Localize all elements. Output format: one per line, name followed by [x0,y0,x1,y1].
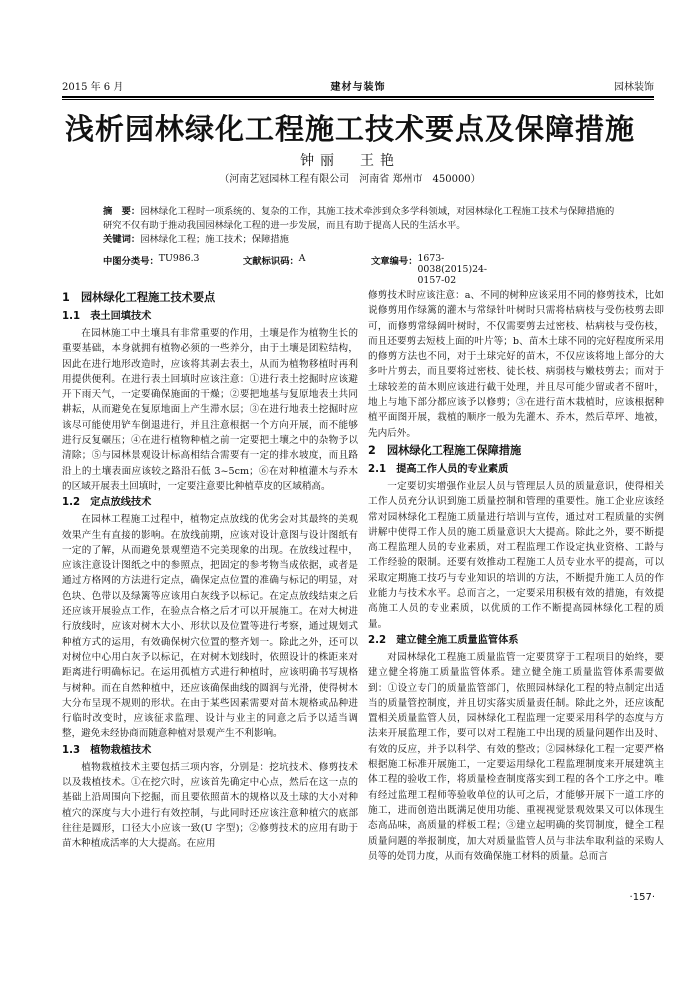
section-heading-1: 1 园林绿化工程施工技术要点 [62,291,216,304]
subsection-heading-1-2: 1.2 定点放线技术 [62,497,152,509]
article-number [371,253,488,286]
paragraph-1-1: 在园林施工中土壤具有非常重要的作用，土壤是作为植物生长的重要基础，本身就拥有植物必须的一些养分，由于土壤是团粒结构，因此在进行地形改造时，应该将其剥去表土，从而为植物移植时再利用提供便利。在进行表土回填时应该注意：①进行表土挖掘时应该避开下雨天气，一定要确保施面的干燥；②要把地基与复原地表土共同耕耘，从而避免在复原地面上产生滞水层；③在进行地表土挖掘时应该尽可能使用铲车倒退进行，并且注意根据一个方向开展，而不能够进行反复碾压；④在进行植物种植之前一定要把土壤之中的杂物予以清除；⑤与园林景观设计标高相结合需要有一定的排水坡度，而且路沿上的土壤表面应该较之路沿石低 3~5cm；⑥在对种植灌木与乔木的区域开展表土回填时，一定要注意要比种植草皮的区域稍高。 [62,328,358,492]
affiliation: （河南艺冠园林工程有限公司 河南省 郑州市 450000） [219,174,481,185]
article-number-label: 文章编号： [371,256,418,267]
abstract-text: 园林绿化工程时一项系统的、复杂的工作，其施工技术牵涉到众多学科领域，对园林绿化工程施工技术与保障措施的研究不仅有助于推动我国园林绿化工程的进一步发展，而且有助于提高人民的生活水平。 [103,206,615,231]
article-number-value: 1673-0038(2015)24-0157-02 [417,253,488,286]
right-column [368,288,664,864]
subsection-heading-2-2: 2.2 建立健全施工质量监管体系 [368,634,519,646]
keywords-text: 园林绿化工程；施工技术；保障措施 [140,234,289,245]
keywords-label: 关键词： [103,234,141,245]
abstract-label: 摘 要： [103,206,141,217]
paragraph-1-2: 在园林工程施工过程中，植物定点放线的优劣会对其最终的美观效果产生有直接的影响。在放线前期，应该对设计意图与设计图纸有一定的了解，从而避免景观塑造不完美现象的出现。在放线过程中，应该注意设计图纸之中的参照点，把固定的参考物当成依据，或者是通过方格网的方法进行定点，确保定点位置的准确与标记的明显，对色块、色带以及绿篱等应该用白灰线予以标记。在定点放线结束之后还应该开展验点工作，在验点合格之后才可以开展施工。在对大树进行放线时，应该对树木大小、形状以及位置等进行考察，通过规划式种植方式的运用，有效确保树穴位置的整齐划一。除此之外，还可以对树位中心用白灰予以标记，在对树木划线时，依照设计的株距来对距离进行明确标记。在运用孤植方式进行种植时，应该明确书写规格与树种。而在自然种植中，还应该确保曲线的圆润与光滑，使得树木大分布呈现不规则的形状。在由于某些因素需要对苗木规格或品种进行临时改变时，应该征求监理、设计与业主的同意之后予以适当调整，避免未经协商而随意种植对景观产生不利影响。 [62,514,358,740]
paragraph-1-3-continued: 修剪技术时应该注意：a、不同的树种应该采用不同的修剪技术，比如说修剪用作绿篱的灌木与常绿针叶树时只需将枯病枝与受伤枝剪去即可，而修剪常绿阔叶树时，不仅需要剪去过密枝、枯病枝与受伤枝，而且还要剪去短枝上面的叶片等；b、苗木土球不同的完好程度所采用的修剪方法也不同，对于土球完好的苗木，不仅应该将地上部分的大多叶片剪去，而且要将过密枝、徒长枝、病弱枝与嫩枝剪去；而对于土球较差的苗木则应该进行截干处理，并且尽可能少留或者不留叶，地上与地下部分都应该予以修剪；③在进行苗木栽植时，应该根据种植平面图开展，栽植的顺序一般为先灌木、乔木，然后草坪、地被，先内后外。 [368,290,664,439]
page-number: ·157· [629,892,655,903]
keywords [103,233,623,247]
section-heading-2: 2 园林绿化工程施工保障措施 [368,443,522,457]
abstract-body [103,205,623,233]
authors: 钟丽 王艳 [300,153,400,169]
paragraph-2-1: 一定要切实增强作业层人员与管理层人员的质量意识，使得相关工作人员充分认识到施工质量控制和管理的重要性。施工企业应该经常对园林绿化工程施工质量进行培训与宣传，通过对工程质量的实例讲解中使得工作人员的施工质量意识大大提高。除此之外，要不断提高工程监理人员的专业素质，对工程监理工作设定执业资格、工龄与工作经验的限制。还要有效推动工程施工人员专业水平的提高，可以采取定期施工技巧与专业知识的培训的方法，不断提升施工人员的作业能力与技术水平。总而言之，一定要采用积极有效的措施，有效提高施工人员的专业素质，以优质的工作不断提高园林绿化工程的质量。 [368,480,664,630]
clc [103,253,200,267]
article-title: 浅析园林绿化工程施工技术要点及保障措施 [64,112,635,146]
paragraph-1-3: 植物栽植技术主要包括三项内容，分别是：挖坑技术、修剪技术以及栽植技术。①在挖穴时，应该首先确定中心点，然后在这一点的基础上沿周围向下挖掘，而且要依照苗木的规格以及土球的大小对种植穴的深度与大小进行有效控制，与此同时还应该注意种植穴的底部往往是圆形，口径大小应该一致(U 字型)；②修剪技术的应用有助于苗木种植成活率的大大提高。在应用 [62,761,358,850]
header-date: 2015 年 6 月 [62,82,124,93]
header-journal-logo: 建材与装饰 [330,82,386,93]
header-rule [62,96,654,98]
doc-code-value: A [298,253,306,264]
doc-code-label: 文献标识码： [243,256,299,267]
paragraph-2-2: 对园林绿化工程施工质量监管一定要贯穿于工程项目的始终，要建立健全将施工质量监管体系。建立健全施工质量监管体系需要做到：①设立专门的质量监管部门，依照园林绿化工程的特点制定出适当的质量管控制度，并且切实落实质量责任制。除此之外，还应该配置相关质量监管人员，园林绿化工程监理一定要采用科学的态度与方法来开展监理工作，要可以对工程施工中出现的质量问题作出及时、有效的反应，并予以科学、有效的整改；②园林绿化工程一定要严格根据施工标准开展施工，一定要运用绿化工程监理制度来开展建筑主体工程的验收工作，将质量检查制度落实到工程的各个工序之中。唯有经过监理工程师等验收单位的认可之后，才能够开展下一道工序的施工，进而创造出既满足使用功能、重视视觉景观效果又可以体现生态高品味，高质量的样板工程；③建立起明确的奖罚制度，健全工程质量问题的举报制度，加大对质量监管人员与非法牟取利益的采购人员等的处罚力度，从而有效确保施工材料的质量。总而言 [368,651,664,862]
abstract [103,205,623,247]
header-section: 园林装饰 [614,82,654,93]
left-column [62,288,358,852]
classification-line [103,253,623,286]
subsection-heading-2-1: 2.1 提高工作人员的专业素质 [368,463,509,475]
subsection-heading-1-3: 1.3 植物栽植技术 [62,744,152,756]
clc-label: 中图分类号： [103,256,159,267]
subsection-heading-1-1: 1.1 表土回填技术 [62,311,152,322]
header-rule-thin [62,99,654,100]
clc-value: TU986.3 [158,253,200,264]
running-header [62,80,654,96]
doc-code [243,253,306,267]
